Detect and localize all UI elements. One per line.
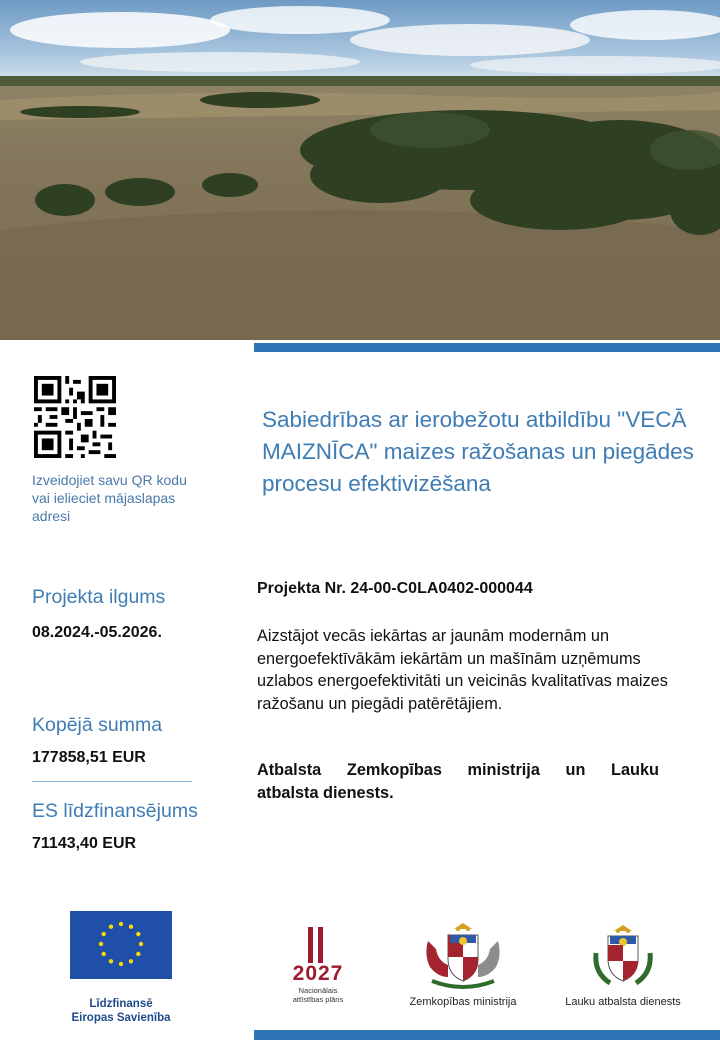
eu-cofinancing-value: 71143,40 EUR bbox=[32, 835, 137, 852]
project-title: Sabiedrības ar ierobežotu atbildību "VECĀ MAIZNĪCA" maizes ražošanas un piegādes procesu efektivizēšana bbox=[262, 407, 694, 496]
eu-caption bbox=[60, 997, 182, 1025]
support-line-2: atbalsta dienests. bbox=[257, 783, 394, 802]
nap-year bbox=[280, 963, 356, 985]
nap-caption-line-1: Nacionālais bbox=[298, 986, 338, 995]
eu-cofinancing-label: ES līdzfinansējums bbox=[32, 800, 198, 822]
qr-code-icon bbox=[34, 376, 116, 458]
accent-bar-top bbox=[254, 343, 720, 352]
duration-value: 08.2024.-05.2026. bbox=[32, 624, 162, 641]
nap-caption-line-2: attīstības plāns bbox=[292, 994, 344, 1004]
nap-caption bbox=[280, 987, 356, 1004]
support-line-1: Atbalsta Zemkopības ministrija un Lauku bbox=[257, 761, 659, 779]
duration-label: Projekta ilgums bbox=[32, 586, 166, 608]
project-number: Projekta Nr. 24-00-C0LA0402-000044 bbox=[257, 580, 533, 597]
ministry-caption: Zemkopības ministrija bbox=[409, 996, 517, 1008]
divider bbox=[32, 781, 192, 782]
nap-year-part-1: 20 bbox=[292, 962, 318, 985]
ministry-coat-of-arms-icon bbox=[418, 921, 508, 991]
total-sum-value: 177858,51 EUR bbox=[32, 749, 146, 766]
nap-2027-logo bbox=[280, 925, 356, 1007]
qr-hint-text: Izveidojiet savu QR kodu vai ielieciet mājaslapas adresi bbox=[32, 472, 187, 524]
hero-landscape-image bbox=[0, 0, 720, 340]
eu-caption-line-2: Eiropas Savienība bbox=[71, 1012, 171, 1024]
eu-caption-line-1: Līdzfinansē bbox=[89, 998, 153, 1010]
project-description: Aizstājot vecās iekārtas ar jaunām modernām un energoefektīvākām iekārtām un mašīnām uzņēmums uzlabos energoefektivitāti un veicinās kvalitatīvas maizes ražošanu un piegādi patērētājiem. bbox=[257, 627, 668, 713]
accent-bar-bottom bbox=[254, 1030, 720, 1040]
eu-flag-icon bbox=[70, 911, 172, 979]
support-statement bbox=[257, 759, 659, 804]
lad-coat-of-arms-icon bbox=[590, 923, 656, 991]
nap-year-part-2: 27 bbox=[318, 962, 344, 985]
total-sum-label: Kopējā summa bbox=[32, 714, 163, 736]
lad-caption: Lauku atbalsta dienests bbox=[565, 996, 681, 1008]
